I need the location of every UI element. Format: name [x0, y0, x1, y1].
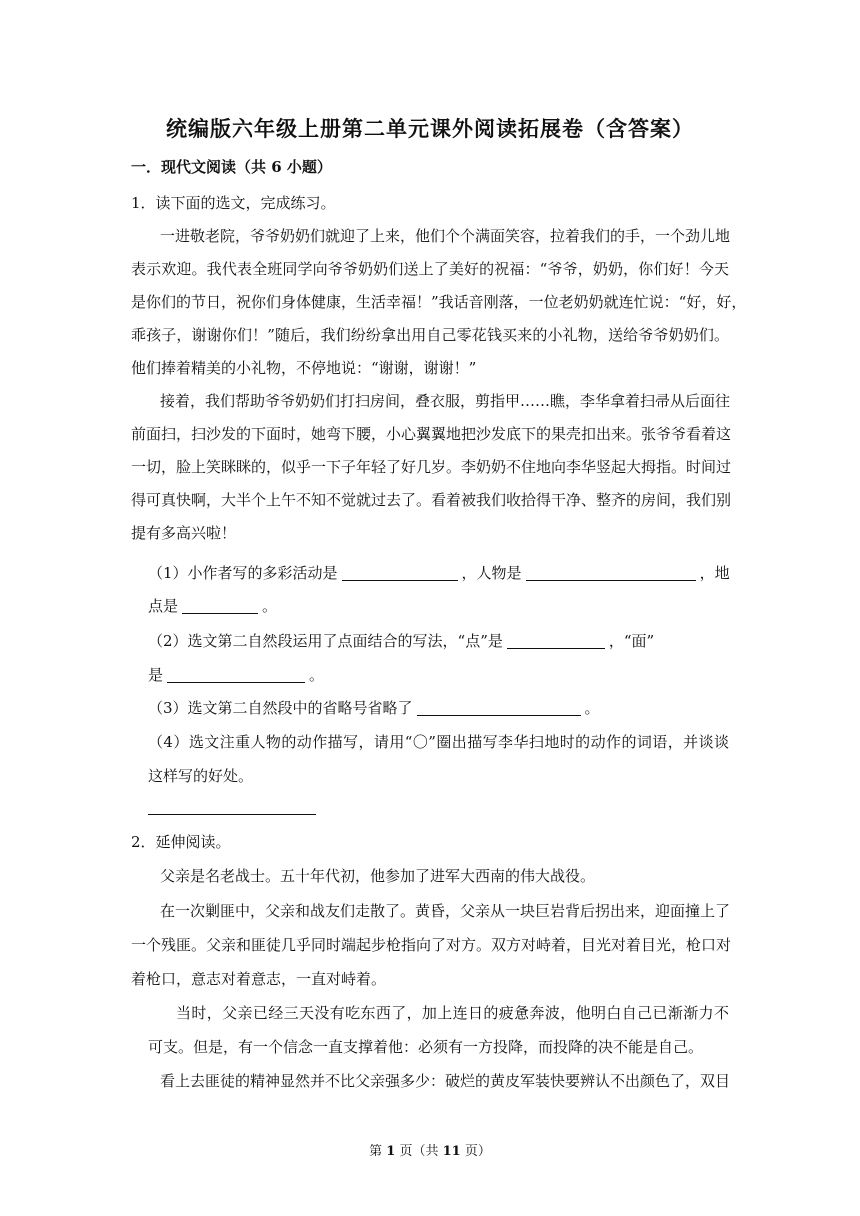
footer-suffix: 页）	[460, 1144, 491, 1159]
sub1-text-c: ，地	[699, 564, 730, 582]
section-heading: 一．现代文阅读（共 6 小题）	[131, 158, 332, 176]
sub-question-1	[148, 563, 730, 583]
sub2-text-a: （2）选文第二自然段运用了点面结合的写法，“点”是	[148, 632, 503, 650]
sub-question-4-line1: （4）选文注重人物的动作描写，请用“〇”圈出描写李华扫地时的动作的词语，并谈谈	[148, 733, 729, 751]
sub2-text-b: ，“面”	[608, 632, 655, 650]
q2-para2-line3: 着枪口，意志对着意志，一直对峙着。	[131, 970, 387, 988]
answer-blank-surface[interactable]	[167, 666, 305, 683]
question-1-prompt: 1．读下面的选文，完成练习。	[131, 194, 336, 212]
q2-para1: 父亲是名老战士。五十年代初，他参加了进军大西南的伟大战役。	[160, 867, 596, 885]
sub1-text-e: 。	[262, 597, 278, 615]
q2-para4-line1: 看上去匪徒的精神显然并不比父亲强多少：破烂的黄皮军装快要辨认不出颜色了，双目	[160, 1072, 731, 1090]
document-title: 统编版六年级上册第二单元课外阅读拓展卷（含答案）	[166, 116, 694, 141]
question-2-prompt: 2．延伸阅读。	[131, 833, 231, 851]
sub-question-1-cont	[148, 596, 277, 616]
q1-para2-line1: 接着，我们帮助爷爷奶奶们打扫房间，叠衣服，剪指甲……瞧，李华拿着扫帚从后面往	[160, 392, 731, 410]
page-footer	[0, 1140, 860, 1159]
q1-para1-line2: 表示欢迎。我代表全班同学向爷爷奶奶们送上了美好的祝福：“爷爷，奶奶，你们好！今天	[131, 260, 729, 278]
answer-blank-activity[interactable]	[342, 564, 458, 581]
q1-para2-line4: 得可真快啊，大半个上午不知不觉就过去了。看着被我们收拾得干净、整齐的房间，我们别	[131, 491, 732, 509]
footer-total-pages: 11	[442, 1144, 461, 1159]
footer-prefix: 第	[369, 1144, 387, 1159]
q1-para2-line2: 前面扫，扫沙发的下面时，她弯下腰，小心翼翼地把沙发底下的果壳扣出来。张爷爷看着这	[131, 425, 732, 443]
sub-question-3	[148, 698, 600, 718]
sub1-text-b: ，人物是	[461, 564, 522, 582]
q1-para1-line5: 他们捧着精美的小礼物，不停地说：“谢谢，谢谢！”	[131, 359, 477, 377]
q1-para2-line5: 提有多高兴啦！	[131, 524, 237, 542]
answer-blank-point[interactable]	[507, 632, 605, 649]
answer-blank-location[interactable]	[182, 597, 258, 614]
sub3-text-b: 。	[584, 699, 600, 717]
sub-question-2	[148, 631, 654, 651]
sub2-text-d: 。	[309, 666, 325, 684]
sub3-text-a: （3）选文第二自然段中的省略号省略了	[148, 699, 413, 717]
sub1-text-d: 点是	[148, 597, 179, 615]
q1-para2-line3: 一切，脸上笑眯眯的，似乎一下子年轻了好几岁。李奶奶不住地向李华竖起大拇指。时间过	[131, 458, 732, 476]
sub-question-4-line2: 这样写的好处。	[148, 767, 254, 785]
q1-para1-line3: 是你们的节日，祝你们身体健康，生活幸福！”我话音刚落，一位老奶奶就连忙说：“好，好，	[131, 293, 747, 311]
q1-para1-line4: 乖孩子，谢谢你们！”随后，我们纷纷拿出用自己零花钱买来的小礼物，送给爷爷奶奶们。	[131, 326, 729, 344]
q2-para3-line1: 当时，父亲已经三天没有吃东西了，加上连日的疲惫奔波，他明白自己已渐渐力不	[176, 1004, 729, 1022]
sub2-text-c: 是	[148, 666, 164, 684]
q2-para3-line2: 可支。但是，有一个信念一直支撑着他：必须有一方投降，而投降的决不能是自己。	[148, 1038, 704, 1056]
sub-question-2-cont	[148, 665, 324, 685]
q2-para2-line2: 一个残匪。父亲和匪徒几乎同时端起步枪指向了对方。双方对峙着，目光对着目光，枪口对	[131, 936, 732, 954]
q2-para2-line1: 在一次剿匪中，父亲和战友们走散了。黄昏，父亲从一块巨岩背后拐出来，迎面撞上了	[160, 902, 731, 920]
sub1-text-a: （1）小作者写的多彩活动是	[148, 564, 338, 582]
answer-line-q4[interactable]	[148, 814, 316, 815]
q1-para1-line1: 一进敬老院，爷爷奶奶们就迎了上来，他们个个满面笑容，拉着我们的手，一个劲儿地	[160, 227, 731, 245]
answer-blank-characters[interactable]	[526, 564, 696, 581]
footer-page-number: 1	[386, 1144, 396, 1159]
footer-middle: 页（共	[395, 1144, 443, 1159]
answer-blank-ellipsis[interactable]	[417, 699, 581, 716]
